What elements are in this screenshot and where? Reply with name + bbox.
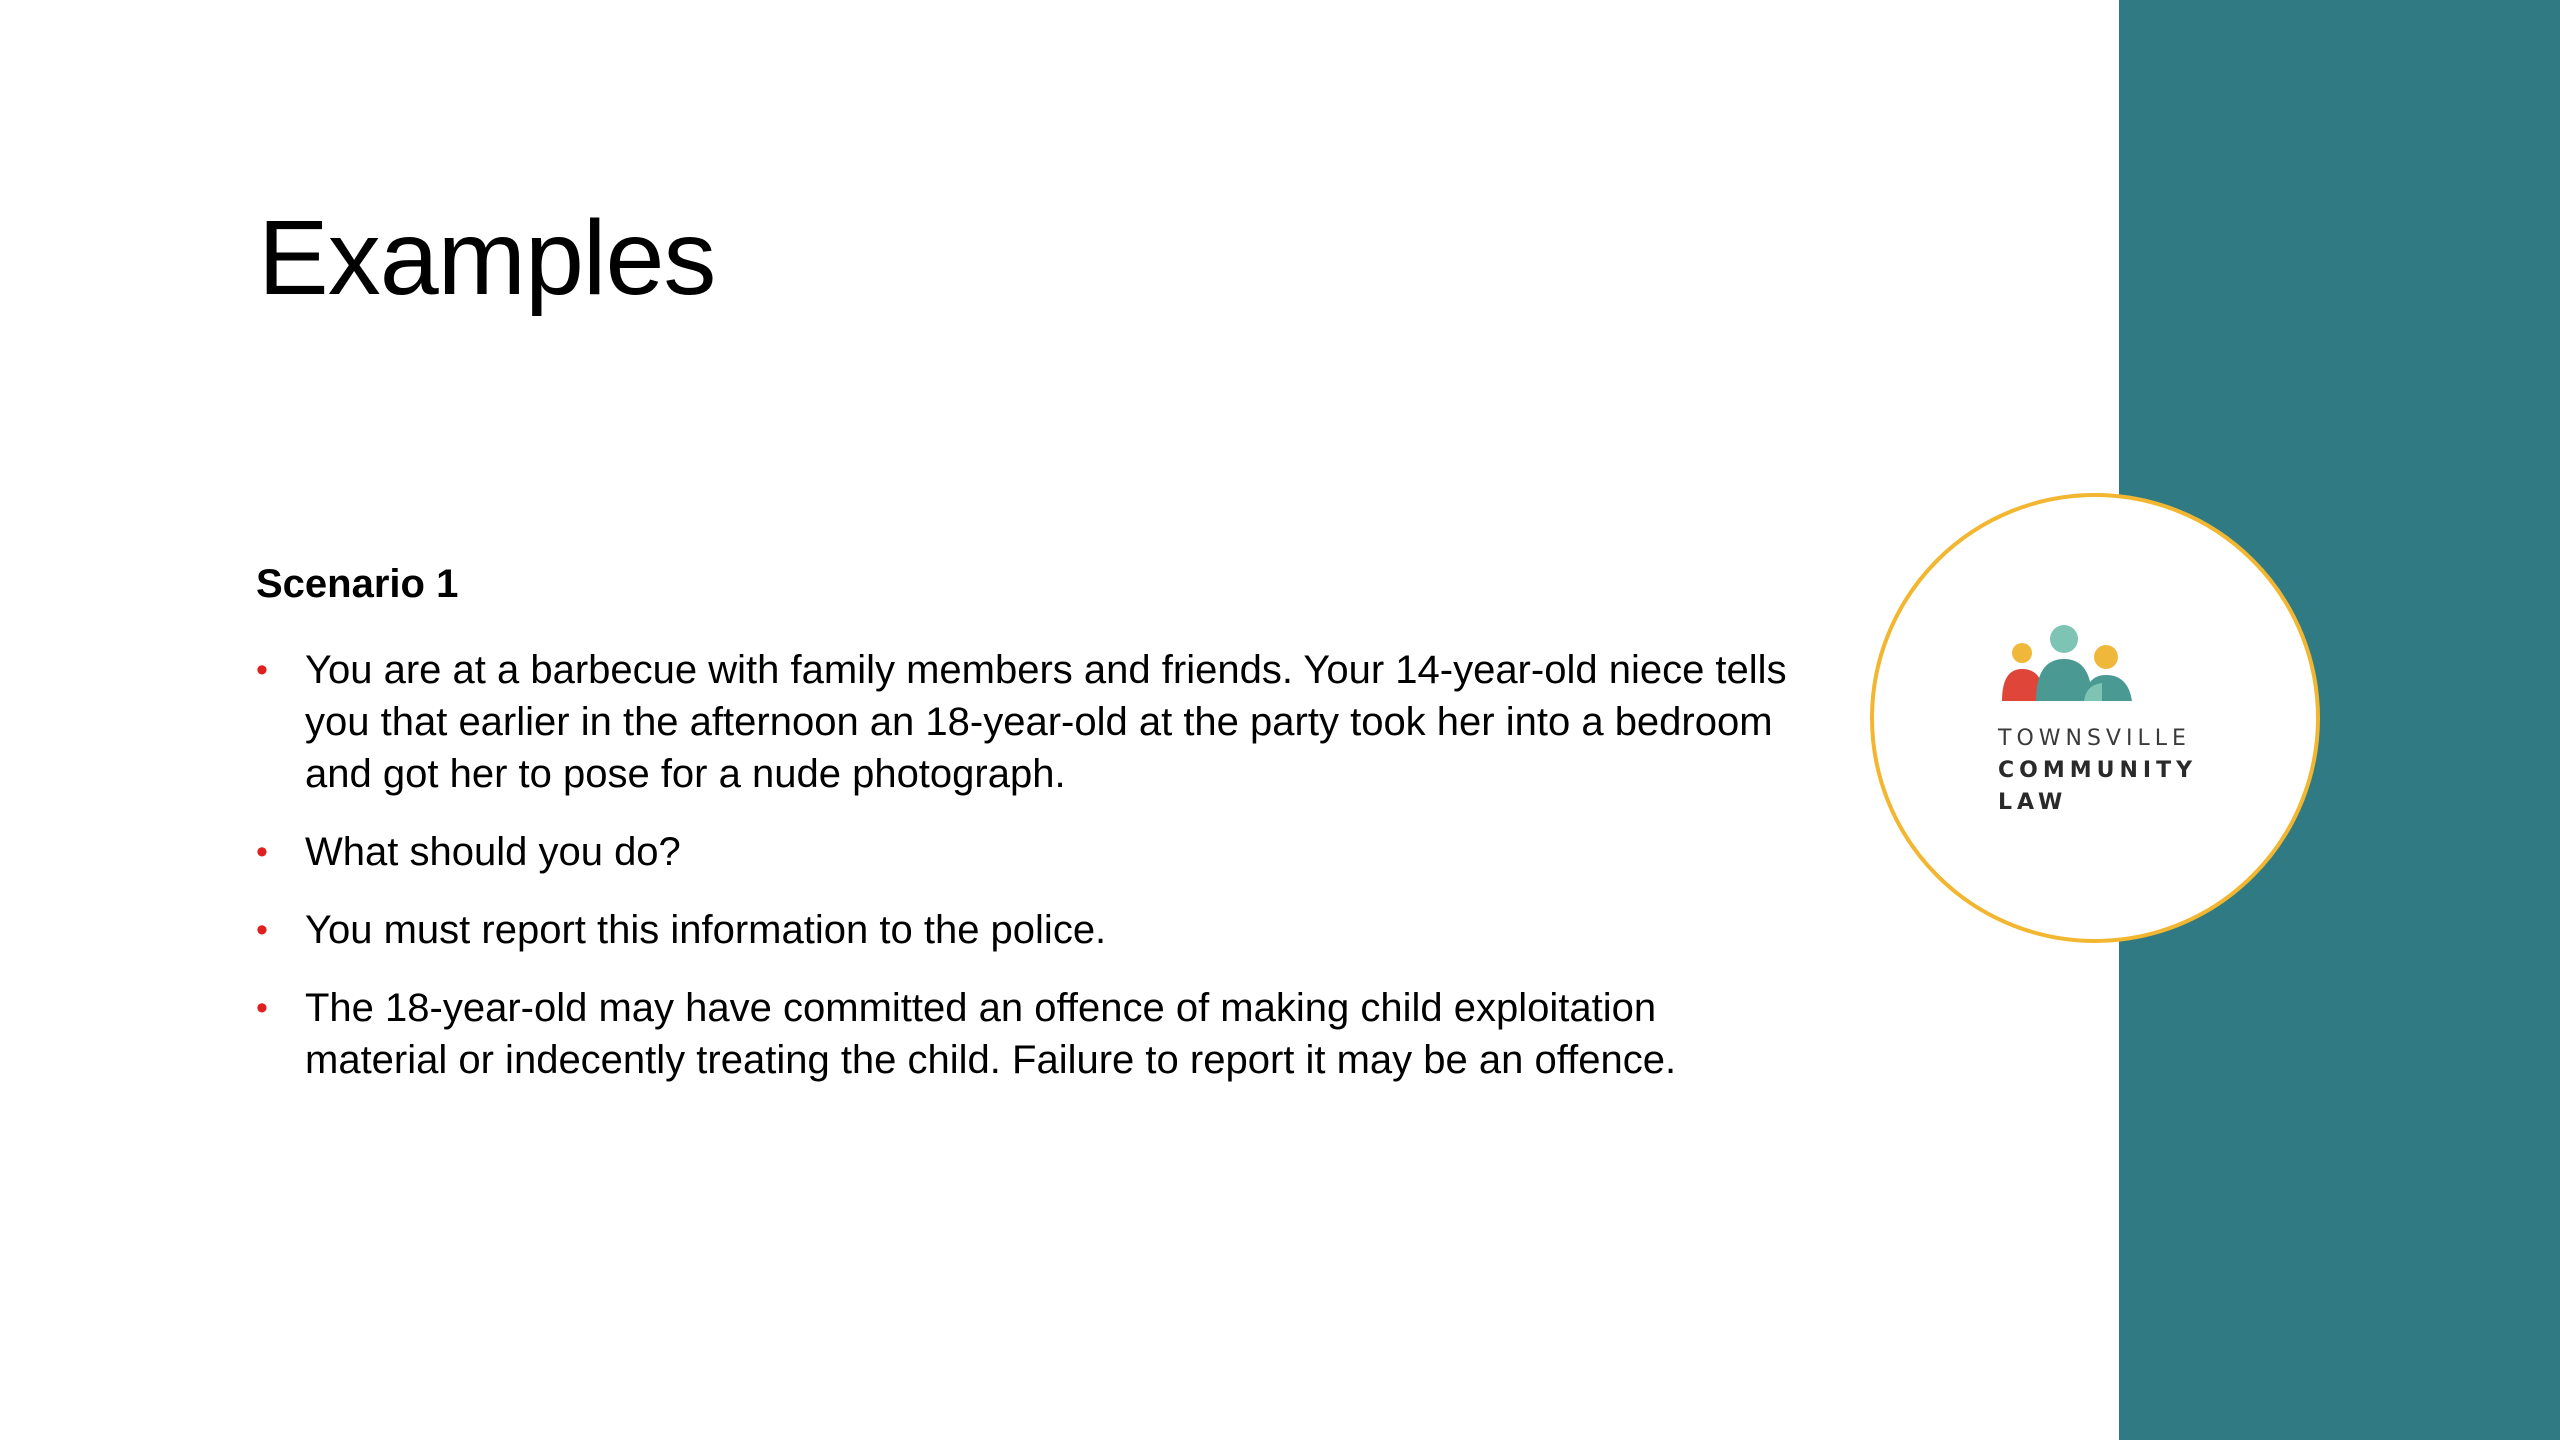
slide-title: Examples	[258, 199, 716, 317]
logo-text	[1998, 723, 2197, 819]
bullet-item	[256, 982, 1796, 1086]
bullet-text: You are at a barbecue with family members and friends. Your 14-year-old niece tells you that earlier in the afternoon an 18-year-old at the party took her into a bedroom and got her to pose for a nude photograph.	[305, 648, 1787, 796]
bullet-dot-icon: •	[256, 989, 268, 1027]
bullet-dot-icon: •	[256, 833, 268, 871]
logo-line-community: COMMUNITY	[1998, 758, 2198, 783]
bullet-dot-icon: •	[256, 911, 268, 949]
community-people-icon	[1998, 625, 2138, 701]
logo-line-townsville: TOWNSVILLE	[1998, 726, 2191, 751]
bullet-item	[256, 904, 1796, 956]
content-area	[256, 560, 1796, 1112]
scenario-heading: Scenario 1	[256, 562, 459, 606]
bullet-list	[256, 644, 1796, 1086]
bullet-text: You must report this information to the police.	[305, 908, 1107, 952]
logo-line-law: LAW	[1998, 790, 2068, 815]
bullet-text: The 18-year-old may have committed an offence of making child exploitation material or indecently treating the child. Failure to report it may be an offence.	[305, 986, 1677, 1082]
bullet-item	[256, 644, 1796, 800]
logo-circle	[1870, 493, 2320, 943]
bullet-dot-icon: •	[256, 651, 268, 689]
bullet-item	[256, 826, 1796, 878]
bullet-text: What should you do?	[305, 830, 681, 874]
